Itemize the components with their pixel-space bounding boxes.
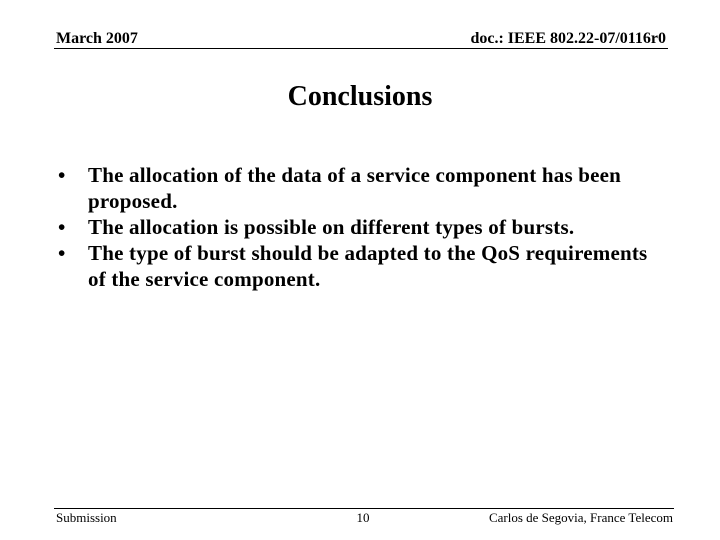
header-divider [54,48,668,49]
bullet-item [58,214,668,240]
bullet-text: The type of burst should be adapted to the QoS requirements of the service component. [88,241,648,291]
bullet-item [58,162,668,214]
bullet-dot-icon: • [58,215,66,239]
header-date: March 2007 [56,30,138,47]
slide-title: Conclusions [287,81,433,112]
bullet-dot-icon: • [58,163,66,187]
bullet-text: The allocation of the data of a service component has been proposed. [88,163,622,213]
bullet-text: The allocation is possible on different types of bursts. [88,215,575,239]
bullet-item [58,240,668,292]
footer-author: Carlos de Segovia, France Telecom [488,510,673,525]
header-doc-id: doc.: IEEE 802.22-07/0116r0 [470,30,666,47]
bullet-list [58,162,668,292]
footer-submission: Submission [56,510,117,525]
footer-divider [54,508,674,509]
page-number: 10 [356,510,370,525]
bullet-dot-icon: • [58,241,66,265]
